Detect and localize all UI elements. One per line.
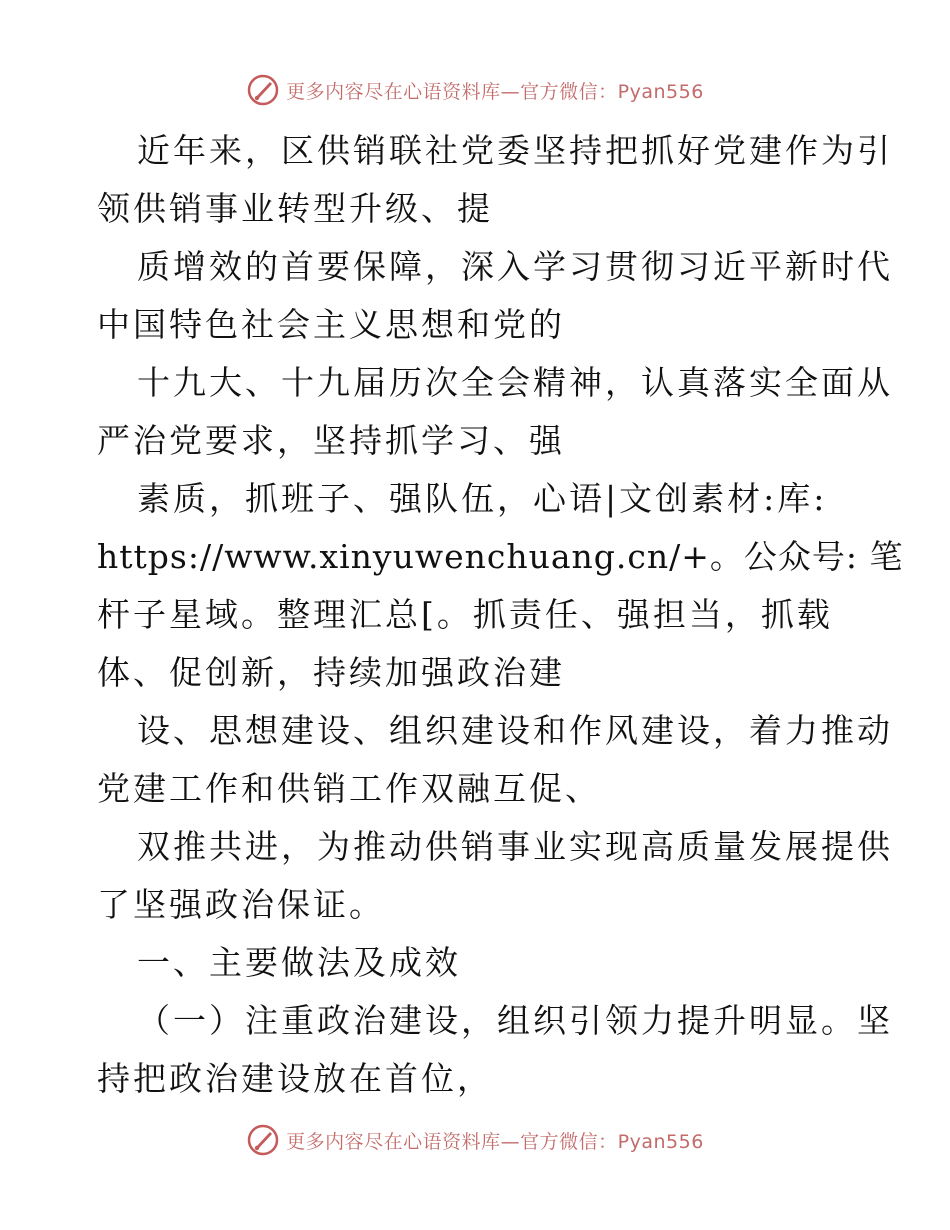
text-line: 了坚强政治保证。 <box>97 885 385 924</box>
text-line: 十九大、十九届历次全会精神，认真落实全面从 <box>137 363 893 402</box>
text-line: 中国特色社会主义思想和党的 <box>97 305 565 344</box>
text-line: （一）注重政治建设，组织引领力提升明显。坚 <box>137 1001 893 1040</box>
text-line: 体、促创新，持续加强政治建 <box>97 653 565 692</box>
banner-text: 更多内容尽在心语资料库—官方微信：Pyan556 <box>286 1130 704 1153</box>
logo-icon <box>246 1123 280 1157</box>
logo-icon <box>246 73 280 107</box>
text-line: 党建工作和供销工作双融互促、 <box>97 769 601 808</box>
banner-text: 更多内容尽在心语资料库—官方微信：Pyan556 <box>286 80 704 103</box>
text-line: 严治党要求，坚持抓学习、强 <box>97 421 565 460</box>
text-line: 杆子星域。整理汇总[。抓责任、强担当，抓载 <box>97 595 833 634</box>
section-heading: 一、主要做法及成效 <box>137 943 461 982</box>
text-line: https://www.xinyuwenchuang.cn/+。公众号: 笔 <box>97 537 904 576</box>
text-line: 双推共进，为推动供销事业实现高质量发展提供 <box>137 827 893 866</box>
footer-watermark-banner <box>0 1120 950 1160</box>
text-line: 设、思想建设、组织建设和作风建设，着力推动 <box>137 711 893 750</box>
text-line: 持把政治建设放在首位， <box>97 1059 493 1098</box>
text-line: 领供销事业转型升级、提 <box>97 189 493 228</box>
text-line: 近年来，区供销联社党委坚持把抓好党建作为引 <box>137 131 893 170</box>
text-line: 质增效的首要保障，深入学习贯彻习近平新时代 <box>137 247 893 286</box>
text-line: 素质，抓班子、强队伍，心语|文创素材:库: <box>137 479 828 518</box>
header-watermark-banner <box>0 70 950 110</box>
document-body <box>97 122 904 1108</box>
